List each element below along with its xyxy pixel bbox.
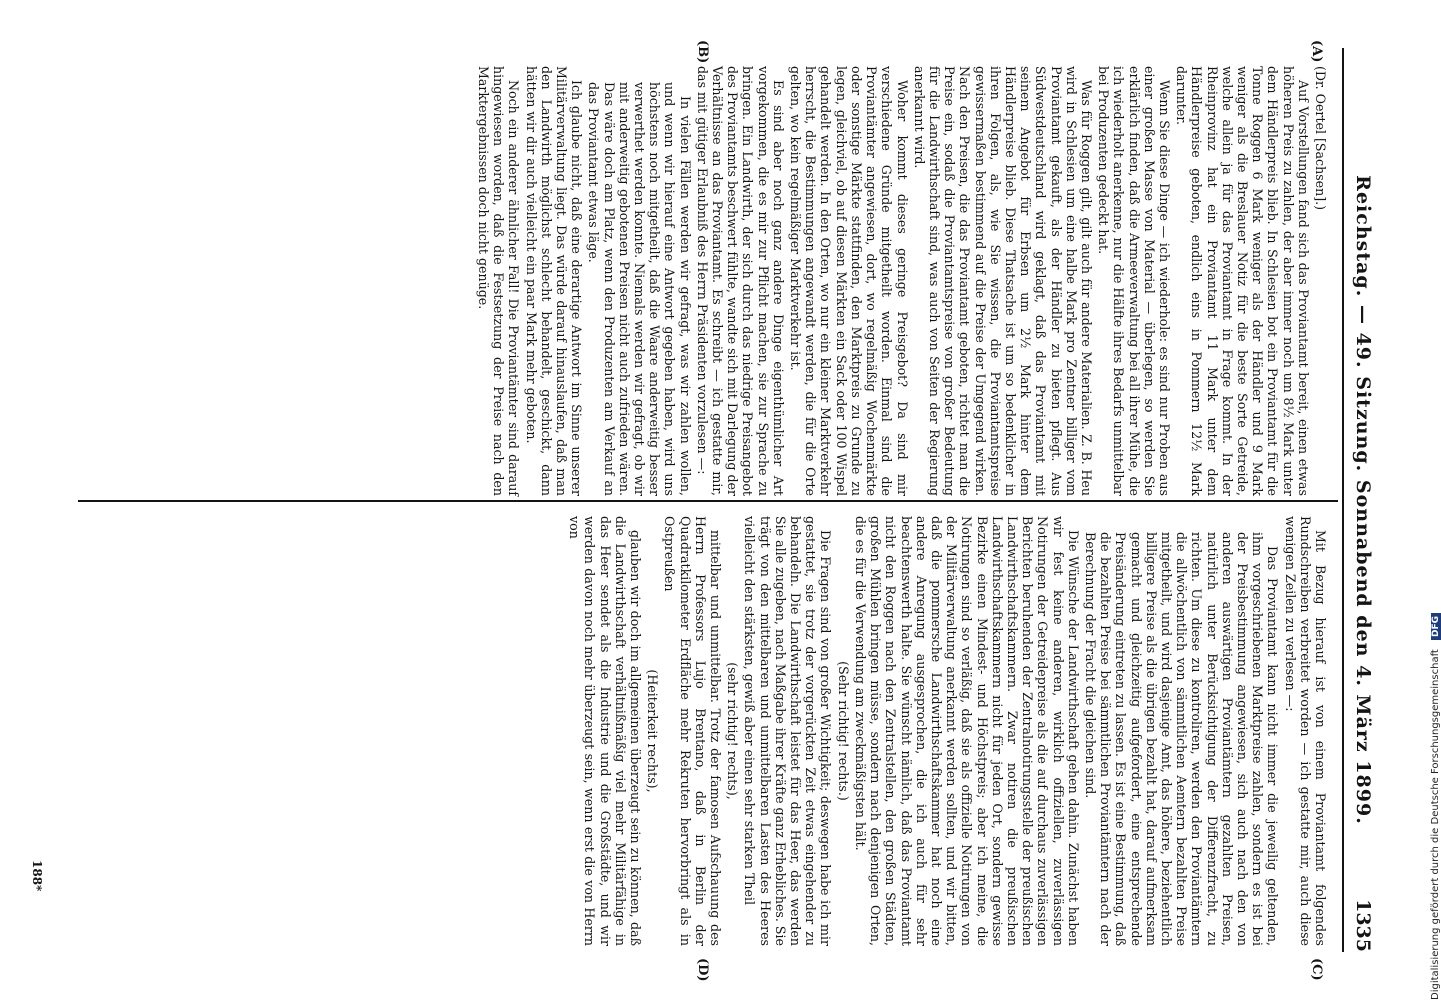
paragraph: (Heiterkeit rechts), [645,669,661,793]
paragraph: Die Fragen sind von großer Wichtigkeit; deswegen habe ich mir gestattet, sie trotz der vorgerückten Zeit etwas eingehender zu behandeln. Die Landwirthschaft leistet für das Heer, das werden Sie alle zugeben, nach Maßgabe ihrer Kräfte ganz Erhebliches. Sie trägt von den mittelbaren und unmittelbaren Lasten des Heeres vielleicht den stärksten, gewiß aber einen sehr starken Theil [742,516,834,946]
page-title: Reichstag. — 49. Sitzung. Sonnabend den 4. März 1899. [1352,175,1374,825]
paragraph: mittelbar und unmittelbar. Trotz der famosen Aufschauung des Herrn Professors Lujo Brentano, daß in Berlin der Quadratkilometer Erdfläche mehr Rekruten hervorbringt als in Ostpreußen [662,516,724,946]
marginal-letter-b: (B) [695,40,710,64]
marginal-letter-d: (D) [695,958,710,982]
marginal-letter-a: (A) [1309,40,1324,63]
signature-mark: 188* [30,860,44,892]
paragraph: In vielen Fällen werden wir gefragt, was wir zahlen wollen, und wenn wir hierauf eine Antwort gegeben haben, wird uns höchstens noch mitgetheilt, daß die Waare anderweitig besser verwerthet werden konnte. Niemals werden wir gefragt, ob wir mit anderweitig gebotenen Preisen nicht auch zufrieden wären. Das wäre doch am Platz, wenn den Produzenten am Verkauf an das Proviantamt etwas läge. [586,82,693,496]
credit-text: Digitalisierung gefördert durch die Deutsche Forschungsgemeinschaft [1430,649,1441,1000]
paragraph: Mit Bezug hierauf ist von einem Proviantamt folgendes Rundschreiben verbreitet worden — ich gestatte mir, auch diese wenigen Zeilen zu verlesen —: [1282,516,1328,946]
paragraph: Ich glaube nicht, daß eine derartige Antwort im Sinne unserer Militärverwaltung liegt. Das würde darauf hinauslaufen, daß man den Landwirth möglichst schlecht behandelt, geschickt, dann hätten wir dir auch vielleicht ein paar Mark mehr geboten. [523,66,585,496]
paragraph: Noch ein anderer ähnlicher Fall! Die Proviantämter sind darauf hingewiesen worden, daß die Festsetzung der Preise nach den Marktergebnissen doch nicht genüge. [476,66,522,496]
dfg-logo: DFG [1431,613,1441,640]
paragraph: (sehr richtig! rechts), [725,662,741,800]
paragraph: Woher kommt dieses geringe Preisgebot? Da sind mir verschiedene Gründe mitgetheilt worden. Einmal sind die Proviantämter angewiesen, dort, wo regelmäßig Wochenmärkte oder sonstige Märkte stattfinden, den Marktpreis zu Grunde zu legen, gleichviel, ob auf diesen Märkten ein Sack oder 100 Wispel gehandelt werden. In den Orten, wo nur ein kleiner Marktverkehr herrscht, die Bestimmungen angewandt werden, die für die Orte gelten, wo kein regelmäßiger Marktverkehr ist. [788,66,910,496]
paragraph: Auf Vorstellungen fand sich das Proviantamt bereit, einen etwas höheren Preis zu zahlen, der aber immer noch um 8½ Mark unter dem Händlerpreis blieb. In Schlesien bot ein Proviantamt für die Tonne Roggen 6 Mark weniger als der Händler und 9 Mark weniger als die Breslauer Notiz für die beste Sorte Getreide, welche allein ja für das Proviantamt in Frage kommt. In der Rheinprovinz hat ein Proviantamt 11 Mark unter dem Händlerpreise geboten, endlich eins in Pommern 12½ Mark darunter. [1174,66,1311,496]
marginal-letter-c: (C) [1309,958,1324,981]
page-number: 1335 [1352,899,1374,952]
paragraph: Die Wünsche der Landwirthschaft gehen dahin. Zunächst haben wir fest keine anderen, wirklich offiziellen, zuverlässigen Notirungen der Getreidepreise als die auf durchaus zuverlässigen Berichten beruhenden der Zentralnotirungsstelle der preußischen Landwirthschaftskammern. Zwar notiren die preußischen Landwirthschaftskammern nicht für jeden Ort, sondern gewisse Bezirke einen Mindest- und Höchstpreis; aber ich meine, die Notirungen sind so verläßig, daß sie als offizielle Notirungen von der Militärverwaltung anerkannt werden sollten, und wir bitten, daß die pommersche Landwirthschaftskammer hat noch eine andere Anregung ausgesprochen, die ich auch für sehr beachtenswerth halte. Sie wünscht nämlich, daß das Proviantamt nicht den Roggen nach den Zentralstellen, den großen Städten, großen Mühlen bringen müsse, sondern nach denjenigen Orten, die es für die Verwendung am zweckmäßigsten hält. [852,516,1081,946]
left-column [78,66,1328,496]
paragraph: (Dr. Oertel [Sachsen].) [1313,66,1328,211]
paragraph: Es sind aber noch ganz andere Dinge eigenthümlicher Art vorgekommen, die es mir zur Pflicht machen, sie zur Sprache zu bringen. Ein Landwirth, der sich durch das niedrige Preisangebot des Proviantamts beschwert fühlte, wandte sich mit Darlegung der Verhältnisse an das Proviantamt. Es schreibt — ich gestatte mir, das mit gütiger Erlaubniß des Herrn Präsidenten vorzulesen —: [694,66,786,496]
paragraph: glauben wir doch im allgemeinen überzeugt sein zu können, daß die Landwirthschaft verhältnißmäßig viel mehr Militärfähige in das Heer sendet als die Industrie und die Großstädte, und wir werden davon noch mehr überzeugt sein, wenn erst die von Herrn von [567,516,644,946]
credit-line [1430,613,1441,1000]
paragraph: Was für Roggen gilt, gilt auch für andere Materialien. Z. B. Heu wird in Schlesien um eine halbe Mark pro Zentner billiger vom Proviantamt gekauft, als der Händler zu bieten pflegt. Aus Südwestdeutschland wird geklagt, daß das Proviantamt mit seinem Angebot für Erbsen um 2½ Mark hinter dem Händlerpreise blieb. Diese Thatsache ist um so bedenklicher in ihren Folgen, als, wie Sie wissen, die Proviantamtspreise gewissermaßen bestimmend auf die Preise der Umgegend wirken. Nach den Preisen, die das Proviantamt geboten, richtet man die Preise ein, sodaß die Proviantamtspreise von großer Bedeutung für die Landwirthschaft sind, was auch von Seiten der Regierung anerkannt wird. [911,66,1094,496]
paragraph: Wenn Sie diese Dinge — ich wiederhole: es sind nur Proben aus einer großen Masse von Material — überlegen, so werden Sie erklärlich finden, daß die Armeeverwaltung bei all ihrer Mühe, die ich wiederholt anerkenne, nur die Hälfte ihres Bedarfs unmittelbar bei Produzenten gedeckt hat. [1096,66,1172,497]
page-header [1344,48,1374,952]
paragraph: (Sehr richtig! rechts.) [835,661,851,801]
right-column [78,516,1328,946]
credit-strip [1416,0,1441,1000]
header-rule [1342,48,1344,952]
paragraph: Das Proviantamt kann nicht immer die jeweilig geltenden, ihm vorgeschriebenen Marktpreise zahlen, sondern es ist bei der Preisbestimmung angewiesen, sich auch nach den von anderen auswärtigen Proviantämtern gezahlten Preisen, natürlich unter Berücksichtigung der Differenzfracht, zu richten. Um diese zu kontroliren, werden den Proviantämtern die allwöchentlich von sämmtlichen Aemtern bezahlten Preise mitgetheilt, und wird dasjenige Amt, das höhere, beziehentlich billigere Preise als die übrigen bezahlt hat, darauf aufmerksam gemacht und gleichzeitig aufgefordert, eine entsprechende Preisänderung eintreten zu lassen. Es ist eine Bestimmung, daß die bezahlten Preise bei sämmtlichen Proviantämtern nach der Berechnung der Fracht die gleichen sind. [1082,532,1281,946]
column-divider [78,500,1338,502]
